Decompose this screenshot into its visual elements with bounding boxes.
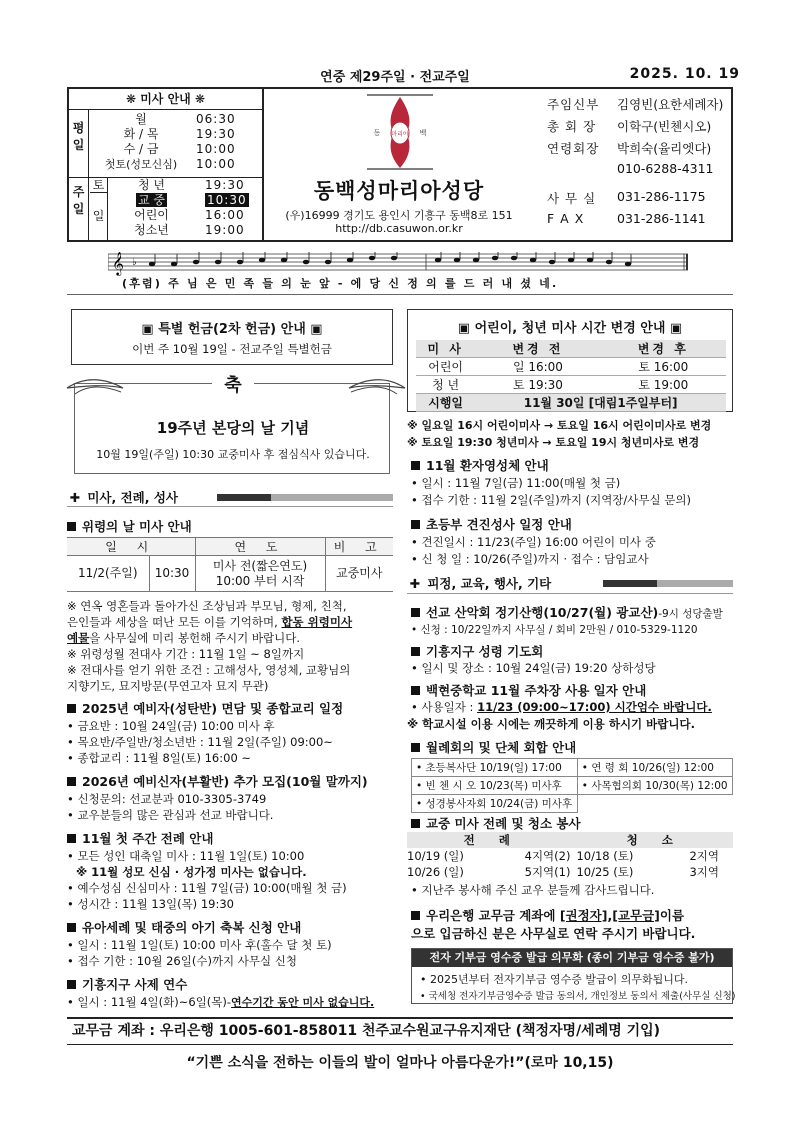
header-box xyxy=(67,87,733,242)
music-note-icon xyxy=(215,260,221,265)
list-item: • 국세청 전자기부금영수증 발급 동의서, 개인정보 동의서 제출(사무실 신청) xyxy=(420,991,736,1002)
table-cell: 시행일 xyxy=(416,394,475,412)
list-item: • 2025년부터 전자기부금 영수증 발급이 의무화됩니다. xyxy=(420,973,688,986)
mass-day: 화 / 목 xyxy=(123,127,159,141)
memorial-table xyxy=(67,537,393,592)
mass-day: 청 년 xyxy=(138,178,165,192)
music-note-icon xyxy=(237,260,243,265)
table-cell: 10:30 xyxy=(149,556,195,592)
table-header: 전 례 xyxy=(407,832,576,848)
ribbon-left-icon xyxy=(65,374,135,404)
music-note-icon xyxy=(391,256,397,261)
issue-date: 2025. 10. 19 xyxy=(629,66,740,82)
church-logo-area xyxy=(265,89,533,240)
recruit-title: 2026년 예비신자(부활반) 추가 모집(10월 말까지) xyxy=(67,772,368,790)
memorial-note: ※ 전대사를 얻기 위한 조건 : 고해성사, 영성체, 교황님의 xyxy=(67,663,351,677)
music-note-icon xyxy=(435,258,441,263)
mass-schedule-title: ❋ 미사 안내 ❋ xyxy=(69,89,262,110)
bank-notice-line2: 으로 입금하신 분은 사무실로 연락 주시기 바랍니다. xyxy=(411,926,696,941)
list-item: • 사용일자 : 11/23 (09:00~17:00) 시간엄수 바랍니다. xyxy=(411,700,712,714)
music-note-icon xyxy=(369,256,375,261)
sunday-row xyxy=(109,208,261,223)
church-name: 동백성마리아성당 xyxy=(313,179,485,203)
table-row xyxy=(407,848,733,864)
table-header: 일 시 xyxy=(67,538,195,556)
music-note-icon xyxy=(549,260,555,265)
receipt-header: 전자 기부금 영수증 발급 의무화 (종이 기부금 영수증 불가) xyxy=(412,949,732,967)
psalm-lyrics: (후렴) 주 님 은 민 족 들 의 눈 앞 - 에 당 신 정 의 를 드 러 내 셨 네. xyxy=(122,277,559,290)
time-change-table xyxy=(416,340,726,412)
table-cell: 10/18 (토) xyxy=(576,849,634,863)
meetings-table xyxy=(411,758,733,813)
list-item: • 접수 기한 : 10월 26일(수)까지 사무실 신청 xyxy=(67,954,298,968)
time-change-note: ※ 토요일 19:30 청년미사 → 토요일 19시 청년미사로 변경 xyxy=(407,436,700,449)
meetings-title: 월례회의 및 단체 회합 안내 xyxy=(411,738,576,756)
liturgy-title: 11월 첫 주간 전례 안내 xyxy=(67,829,213,847)
time-change-title: ▣ 어린이, 청년 미사 시간 변경 안내 ▣ xyxy=(457,321,683,336)
sunday-row xyxy=(109,178,261,193)
table-row xyxy=(67,556,393,592)
music-note-icon xyxy=(511,256,517,261)
square-bullet-icon xyxy=(411,520,420,529)
mass-time: 10:00 xyxy=(196,157,236,171)
list-item: • 신 청 일 : 10/26(주일)까지 · 접수 : 담임교사 xyxy=(411,552,649,566)
music-note-icon xyxy=(325,260,331,265)
mass-time: 19:00 xyxy=(205,223,245,237)
weekday-row xyxy=(91,127,261,142)
section-title: 피정, 교육, 행사, 기타 xyxy=(427,576,552,591)
logo-left-text: 동 xyxy=(373,129,381,137)
anniversary-title: 19주년 본당의 날 기념 xyxy=(156,419,310,437)
staff-value: 031-286-1175 xyxy=(617,189,706,204)
music-note-icon xyxy=(530,258,536,263)
ribbon-right-icon xyxy=(337,374,407,404)
music-note-icon xyxy=(625,262,631,267)
sunday-mass-group xyxy=(69,178,262,240)
list-item: • 일시 : 11월 4일(화)~6일(목)-연수기간 동안 미사 없습니다. xyxy=(67,995,375,1009)
sunday-row xyxy=(109,193,261,208)
list-item: • 금요반 : 10월 24일(금) 10:00 미사 후 xyxy=(67,719,275,733)
staff-value: 031-286-1141 xyxy=(617,211,706,226)
table-header: 변경 후 xyxy=(601,340,726,358)
list-item: • 일시 : 11월 1일(토) 10:00 미사 후(홀수 달 첫 토) xyxy=(67,938,332,952)
table-cell: 11월 30일 [대림1주일부터] xyxy=(475,394,726,412)
staff-row xyxy=(539,189,729,211)
logo-right-text: 백 xyxy=(419,129,427,137)
table-header: 비 고 xyxy=(325,538,393,556)
music-note-icon xyxy=(259,258,265,263)
table-cell: 토 19:30 xyxy=(475,376,600,394)
list-item: • 종합교리 : 11월 8일(토) 16:00 ~ xyxy=(67,751,252,765)
list-item: • 예수성심 신심미사 : 11월 7일(금) 10:00(매월 첫 금) xyxy=(67,881,347,895)
memorial-note: 지향기도, 묘지방문(무연고자 묘지 무관) xyxy=(67,679,269,693)
square-bullet-icon xyxy=(67,704,76,713)
training-title: 기흥지구 사제 연수 xyxy=(67,975,187,993)
square-bullet-icon xyxy=(67,834,76,843)
memorial-note: 예물을 사무실에 미리 봉헌해 주시기 바랍니다. xyxy=(67,631,301,645)
infant-baptism-title: 유아세례 및 태중의 아기 축복 신청 안내 xyxy=(67,918,301,936)
mass-time: 16:00 xyxy=(205,208,245,222)
duty-title: 교중 미사 전례 및 청소 봉사 xyxy=(411,814,581,832)
special-offering-title: ▣ 특별 헌금(2차 헌금) 안내 ▣ xyxy=(141,322,323,337)
music-note-icon xyxy=(347,258,353,263)
section-bar-dark xyxy=(217,494,271,501)
weekday-label: 평 일 xyxy=(69,110,89,178)
celebration-badge: 축 xyxy=(212,371,254,397)
divider xyxy=(67,294,733,295)
anniversary-text: 10월 19일(주일) 10:30 교중미사 후 점심식사 있습니다. xyxy=(96,448,370,461)
prayer-meeting-title: 기흥지구 성령 기도회 xyxy=(411,642,543,660)
mass-time-change-box xyxy=(407,309,733,412)
square-bullet-icon xyxy=(411,608,420,617)
sunday-label: 주 일 xyxy=(69,178,89,240)
square-bullet-icon xyxy=(67,522,76,531)
square-bullet-icon xyxy=(67,923,76,932)
mass-day: 교 중 xyxy=(138,193,165,207)
staff-row xyxy=(539,117,729,139)
table-cell: 일 16:00 xyxy=(475,358,600,376)
table-cell: 교중미사 xyxy=(325,556,393,592)
table-cell: 미사 전(짧은연도) 10:00 부터 시작 xyxy=(195,556,325,592)
list-item: • 견진일시 : 11/23(주일) 16:00 어린이 미사 중 xyxy=(411,535,656,549)
music-note-icon xyxy=(149,262,155,267)
list-item: • 접수 기한 : 11월 2일(주일)까지 (지역장/사무실 문의) xyxy=(411,493,691,507)
flat-icon: ♭ xyxy=(132,257,137,268)
table-header: 미 사 xyxy=(416,340,475,358)
staff-value: 이학구(빈첸시오) xyxy=(617,119,712,134)
mass-day: 월 xyxy=(135,112,147,126)
divider xyxy=(407,593,733,594)
list-item: • 모든 성인 대축일 미사 : 11월 1일(토) 10:00 xyxy=(67,849,305,863)
mass-schedule xyxy=(69,89,264,240)
table-cell: 토 19:00 xyxy=(601,376,726,394)
table-cell xyxy=(577,795,732,813)
mass-time: 19:30 xyxy=(205,178,245,192)
table-cell: 어린이 xyxy=(416,358,475,376)
table-cell: 4지역(2) xyxy=(524,849,571,863)
mass-day: 청소년 xyxy=(134,223,169,237)
duty-table xyxy=(407,832,733,880)
memorial-note: ※ 연옥 영혼들과 돌아가신 조상님과 부모님, 형제, 친척, xyxy=(67,599,347,613)
table-cell: 5지역(1) xyxy=(524,865,571,879)
section-bar-light xyxy=(657,580,733,587)
confirmation-title: 초등부 견진성사 일정 안내 xyxy=(411,515,572,533)
table-cell: • 사목협의회 10/30(목) 12:00 xyxy=(577,777,732,795)
memorial-title: 위령의 날 미사 안내 xyxy=(67,517,192,535)
list-item: ※ 11월 성모 신심 · 성가정 미사는 없습니다. xyxy=(76,865,307,879)
church-logo-icon xyxy=(359,93,441,173)
list-item: • 신청문의: 선교분과 010-3305-3749 xyxy=(67,792,267,806)
mass-time: 10:30 xyxy=(207,193,247,207)
list-item: • 일시 : 11월 7일(금) 11:00(매월 첫 금) xyxy=(411,476,621,490)
list-item: • 성시간 : 11월 13일(목) 19:30 xyxy=(67,897,234,911)
list-item: • 일시 및 장소 : 10월 24일(금) 19:20 상하성당 xyxy=(411,661,656,675)
staff-value: 김영빈(요한세례자) xyxy=(617,97,724,112)
table-cell: 10/19 (일) xyxy=(407,849,464,863)
mass-day: 어린이 xyxy=(134,208,169,222)
tithe-account: 교무금 계좌 : 우리은행 1005-601-858011 천주교수원교구유지재단 (책정자명/세례명 기입) xyxy=(72,1023,661,1039)
section-header-events xyxy=(407,574,733,592)
table-row xyxy=(412,777,733,795)
staff-row xyxy=(539,161,729,183)
special-offering-box xyxy=(71,309,393,365)
interview-title: 2025년 예비자(성탄반) 면담 및 종합교리 일정 xyxy=(67,699,343,717)
music-note-icon xyxy=(303,260,309,265)
table-row xyxy=(416,376,726,394)
music-note-icon xyxy=(587,258,593,263)
music-note-icon xyxy=(473,258,479,263)
table-cell: 토 16:00 xyxy=(601,358,726,376)
square-bullet-icon xyxy=(411,819,420,828)
staff-row xyxy=(539,95,729,117)
table-cell: • 빈 첸 시 오 10/23(목) 미사후 xyxy=(412,777,578,795)
mass-time: 06:30 xyxy=(196,112,236,126)
music-note-icon xyxy=(281,258,287,263)
staff-info xyxy=(539,95,729,233)
table-header: 청 소 xyxy=(576,832,733,848)
special-offering-text: 이번 주 10월 19일 - 전교주일 특별헌금 xyxy=(132,342,332,356)
music-note-icon xyxy=(454,258,460,263)
table-cell: 3지역 xyxy=(689,865,719,879)
section-bar-dark xyxy=(603,580,657,587)
divider xyxy=(67,1044,733,1045)
church-url[interactable]: http://db.casuwon.or.kr xyxy=(335,222,463,235)
sunday-row xyxy=(109,223,261,238)
table-cell: 10/25 (토) xyxy=(576,865,634,879)
memorial-note: 은인들과 세상을 떠난 모든 이를 기억하며, 합동 위령미사 xyxy=(67,615,353,629)
scripture-quote: “기쁜 소식을 전하는 이들의 발이 얼마나 아름다운가!”(로마 10,15) xyxy=(186,1055,614,1071)
saturday-label: 토 xyxy=(90,178,108,193)
parking-note: ※ 학교시설 이용 시에는 깨끗하게 이용 하시기 바랍니다. xyxy=(407,717,695,731)
mass-time: 19:30 xyxy=(196,127,236,141)
staff-row xyxy=(539,139,729,161)
hiking-title: 선교 산악회 정기산행(10/27(월) 광교산)-9시 성당출발 xyxy=(411,603,723,621)
sunday-day-label: 일 xyxy=(90,193,108,240)
weekday-row xyxy=(91,112,261,127)
table-cell: 청 년 xyxy=(416,376,475,394)
list-item: • 지난주 봉사해 주신 교우 분들께 감사드립니다. xyxy=(411,883,655,897)
treble-clef-icon: 𝄞 xyxy=(112,252,124,275)
table-cell: 2지역 xyxy=(689,849,719,863)
square-bullet-icon xyxy=(67,980,76,989)
anniversary-box xyxy=(74,375,390,474)
mass-day: 수 / 금 xyxy=(123,142,159,156)
table-cell: • 초등복사단 10/19(일) 17:00 xyxy=(412,759,578,777)
divider xyxy=(67,1017,733,1019)
weekday-row xyxy=(91,157,261,172)
square-bullet-icon xyxy=(411,911,420,920)
square-bullet-icon xyxy=(411,686,420,695)
staff-value: 010-6288-4311 xyxy=(617,161,714,176)
staff-role: F A X xyxy=(547,211,585,226)
edition-title: 연중 제29주일 · 전교주일 xyxy=(320,70,470,85)
music-note-icon xyxy=(193,260,199,265)
table-header: 연 도 xyxy=(195,538,325,556)
mass-day: 첫토(성모신심) xyxy=(104,158,178,171)
parking-title: 백현중학교 11월 주차장 사용 일자 안내 xyxy=(411,681,646,699)
music-note-icon xyxy=(492,256,498,261)
plus-icon: ✚ xyxy=(409,576,421,591)
divider xyxy=(67,506,393,507)
table-cell: • 연 령 회 10/26(일) 12:00 xyxy=(577,759,732,777)
square-bullet-icon xyxy=(411,647,420,656)
table-row xyxy=(416,358,726,376)
weekday-row xyxy=(91,142,261,157)
list-item: • 목요반/주일반/청소년반 : 11월 2일(주일) 09:00~ xyxy=(67,735,333,749)
table-row xyxy=(412,759,733,777)
staff-role: 총 회 장 xyxy=(547,119,597,134)
donation-receipt-box xyxy=(411,948,736,1004)
music-note-icon xyxy=(568,258,574,263)
table-cell: 11/2(주일) xyxy=(67,556,149,592)
table-cell: 10/26 (일) xyxy=(407,865,464,879)
weekday-mass-group xyxy=(69,110,262,178)
staff-value: 박희숙(율리엣다) xyxy=(617,141,712,156)
music-note-icon xyxy=(171,262,177,267)
section-header-liturgy xyxy=(67,488,393,506)
table-header: 변경 전 xyxy=(475,340,600,358)
music-note-icon xyxy=(606,260,612,265)
sick-communion-title: 11월 환자영성체 안내 xyxy=(411,456,549,474)
church-address: (우)16999 경기도 용인시 기흥구 동백8로 151 xyxy=(285,209,513,222)
square-bullet-icon xyxy=(411,743,420,752)
plus-icon: ✚ xyxy=(69,490,81,505)
table-row xyxy=(412,795,733,813)
time-change-note: ※ 일요일 16시 어린이미사 → 토요일 16시 어린이미사로 변경 xyxy=(407,419,712,432)
table-cell: • 성경봉사자회 10/24(금) 미사후 xyxy=(412,795,578,813)
memorial-note: ※ 위령성월 전대사 기간 : 11월 1일 ~ 8일까지 xyxy=(67,647,305,661)
list-item: • 신청 : 10/22일까지 사무실 / 회비 2만원 / 010-5329-1120 xyxy=(411,624,698,636)
staff-role: 연령회장 xyxy=(547,141,600,156)
section-bar-light xyxy=(271,494,393,501)
staff-role: 사 무 실 xyxy=(547,191,597,206)
section-title: 미사, 전례, 성사 xyxy=(87,490,179,505)
logo-center-text: 마리아 xyxy=(391,131,409,138)
staff-role: 주임신부 xyxy=(547,97,600,112)
bank-notice-line1: 우리은행 교무금 계좌에 [권정자],[교무금]이름 xyxy=(411,906,684,924)
square-bullet-icon xyxy=(411,461,420,470)
table-row xyxy=(416,394,726,412)
list-item: • 교우분들의 많은 관심과 선교 바랍니다. xyxy=(67,808,274,822)
square-bullet-icon xyxy=(67,777,76,786)
table-row xyxy=(407,864,733,880)
mass-time: 10:00 xyxy=(196,142,236,156)
staff-row xyxy=(539,211,729,233)
